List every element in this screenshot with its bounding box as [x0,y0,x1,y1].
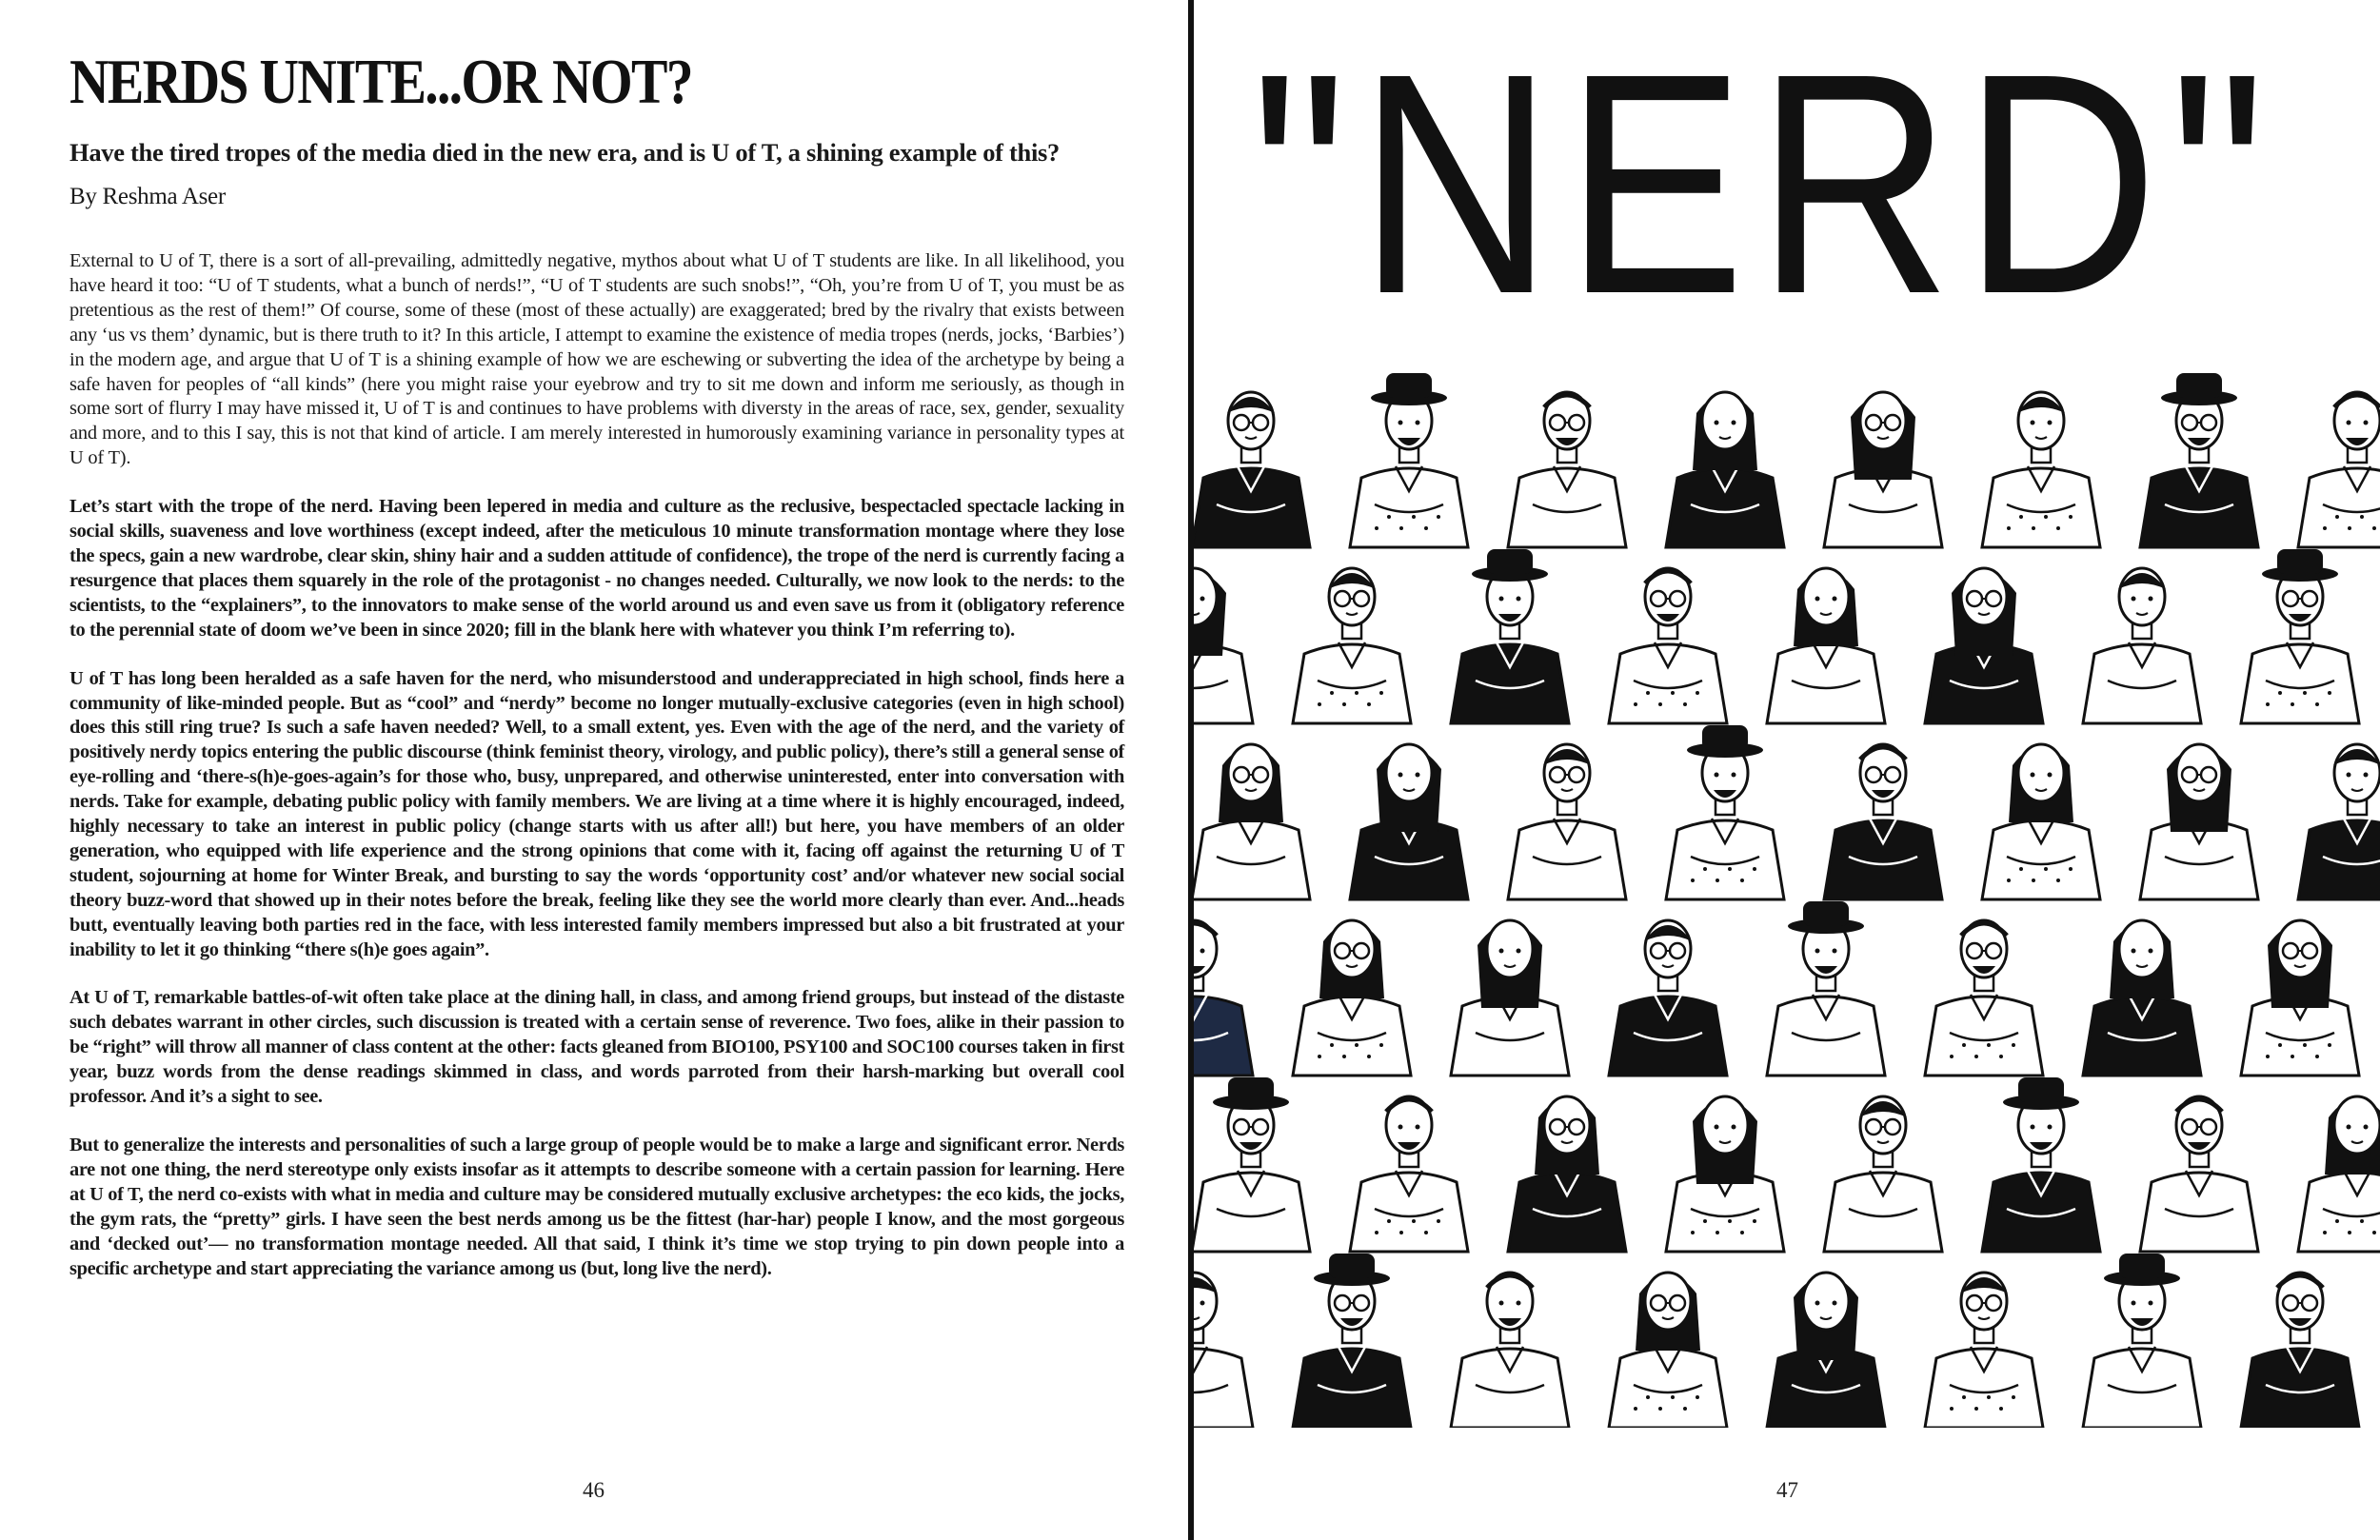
person-figure-icon [1350,373,1468,547]
person-figure-icon [1293,568,1411,723]
person-figure-icon [2083,568,2201,723]
person-figure-icon [1609,568,1727,723]
person-figure-icon [1609,920,1727,1076]
article-subtitle: Have the tired tropes of the media died in the new era, and is U of T, a shining example of this? [69,138,1060,167]
crowd-illustration-icon [1194,371,2380,1428]
person-figure-icon [2298,392,2380,547]
person-figure-icon [1350,1096,1468,1252]
person-figure-icon [1293,1254,1411,1428]
person-figure-icon [1982,392,2100,547]
person-figure-icon [1824,744,1942,899]
person-figure-icon [1824,1096,1942,1252]
person-figure-icon [2083,1254,2201,1428]
person-figure-icon [2140,373,2258,547]
person-figure-icon [1508,744,1626,899]
person-figure-icon [2241,549,2359,723]
person-figure-icon [1293,920,1411,1076]
person-figure-icon [1194,568,1253,723]
nerd-headline: "NERD" [1251,8,2277,359]
person-figure-icon [1194,920,1253,1076]
article-byline: By Reshma Aser [69,184,226,209]
left-page [0,0,1188,1540]
person-figure-icon [1451,549,1569,723]
person-figure-icon [1666,1096,1784,1252]
person-figure-icon [1508,392,1626,547]
person-figure-icon [1925,1273,2043,1428]
person-figure-icon [1982,744,2100,899]
person-figure-icon [1767,568,1885,723]
paragraph: U of T has long been heralded as a safe haven for the nerd, who misunderstood and underappreciated in high school, finds here a community of like-minded people. But as “cool” and “nerdy” become no longer mutually-exclusive categories (even in high school) does this still ring true? Is such a safe haven needed? Well, to a small extent, yes. Even with the age of the nerd, and the variety of positively nerdy topics entering the public discourse (think feminist theory, virology, and public policy), there’s still a general sense of eye-rolling and ‘there-s(h)e-goes-again’s for those who, busy, unprepared, and otherwise uninterested, enter into conversation with nerds. Take for example, debating public policy with family members. We are living at a time where it is highly encouraged, indeed, highly necessary to take an interest in public policy (change starts with us after all!) but here, you have members of an older generation, who equipped with life experience and the strong opinions that come with it, facing off against the returning U of T student, sojourning at home for Winter Break, and bursting to say the words ‘opportunity cost’ and/or whatever new social social theory buzz-word that showed up in their notes before the break, feeling like they see the world more clearly than ever. And...heads butt, eventually leaving both parties red in the face, with less interested family members impressed but also a bit frustrated at your inability to let it go thinking “there s(h)e goes again”. [69,667,1124,960]
person-figure-icon [1666,392,1784,547]
article-body [69,249,1124,1305]
person-figure-icon [1451,920,1569,1076]
person-figure-icon [2241,1273,2359,1428]
person-figure-icon [1194,1273,1253,1428]
person-figure-icon [2083,920,2201,1076]
person-figure-icon [1194,392,1310,547]
person-figure-icon [1824,392,1942,547]
paragraph: Let’s start with the trope of the nerd. Having been lepered in media and culture as the reclusive, bespectacled spectacle lacking in social skills, suaveness and love worthiness (except indeed, after the meticulous 10 minute transformation montage where they lose the specs, gain a new wardrobe, clear skin, shiny hair and a sudden attitude of confidence), the trope of the nerd is currently facing a resurgence that places them squarely in the role of the protagonist - no changes needed. Culturally, we now look to the nerds: to the scientists, to the “explainers”, to the innovators to make sense of the world around us and even save us from it (obligatory reference to the perennial state of doom we’ve been in since 2020; fill in the blank here with whatever you think I’m referring to). [69,496,1124,641]
person-figure-icon [1982,1077,2100,1252]
person-figure-icon [2298,1096,2380,1252]
right-page [1194,0,2380,1540]
page-number-right: 47 [1776,1478,1798,1502]
person-figure-icon [2298,744,2380,899]
person-figure-icon [1451,1273,1569,1428]
person-figure-icon [1194,744,1310,899]
person-figure-icon [2140,744,2258,899]
person-figure-icon [1609,1273,1727,1428]
person-figure-icon [1767,1273,1885,1428]
paragraph: At U of T, remarkable battles-of-wit often take place at the dining hall, in class, and among friend groups, but instead of the distaste such debates warrant in other circles, such discussion is treated with a certain sense of reverence. Two foes, alike in their passion to be “right” will throw all manner of class content at the other: facts gleaned from BIO100, PSY100 and SOC100 courses taken in first year, buzz words from the dense readings skimmed in class, and words parroted from their harsh-marking but overall cool professor. And it’s a sight to see. [69,987,1124,1108]
page-number-left: 46 [583,1478,605,1502]
person-figure-icon [1666,725,1784,899]
person-figure-icon [1767,901,1885,1076]
person-figure-icon [1350,744,1468,899]
article-title: NERDS UNITE...OR NOT? [69,47,692,117]
person-figure-icon [1925,568,2043,723]
person-figure-icon [2140,1096,2258,1252]
person-figure-icon [1194,1077,1310,1252]
person-figure-icon [1508,1096,1626,1252]
paragraph: But to generalize the interests and personalities of such a large group of people would be to make a large and significant error. Nerds are not one thing, the nerd stereotype only exists insofar as it attempts to describe someone with a certain passion for learning. Here at U of T, the nerd co-exists with what in media and culture may be considered mutually exclusive archetypes: the eco kids, the jocks, the gym rats, the “pretty” girls. I have seen the best nerds among us be the fittest (har-har) people I know, and the most gorgeous and ‘decked out’— no transformation montage needed. All that said, I think it’s time we stop trying to pin down people into a specific archetype and start appreciating the variance among us (but, long live the nerd). [69,1135,1124,1279]
paragraph-intro: External to U of T, there is a sort of all-prevailing, admittedly negative, mythos about what U of T students are like. In all likelihood, you have heard it too: “U of T students, what a bunch of nerds!”, “U of T students are such snobs!”, “Oh, you’re from U of T, you must be as pretentious as the rest of them!” Of course, some of these (most of these actually) are exaggerated; bred by the rivalry that exists between any ‘us vs them’ dynamic, but is there truth to it? In this article, I attempt to examine the existence of media tropes (nerds, jocks, ‘Barbies’) in the modern age, and argue that U of T is a shining example of how we are eschewing or subverting the idea of the archetype by being a safe haven for peoples of “all kinds” (here you might raise your eyebrow and try to sit me down and inform me seriously, as though in some sort of flurry I may have missed it, U of T is and continues to have problems with diversty in the areas of race, sex, gender, sexuality and more, and to this I say, this is not that kind of article. I am merely interested in humorously examining variance in personality types at U of T). [69,250,1124,469]
person-figure-icon [2241,920,2359,1076]
person-figure-icon [1925,920,2043,1076]
